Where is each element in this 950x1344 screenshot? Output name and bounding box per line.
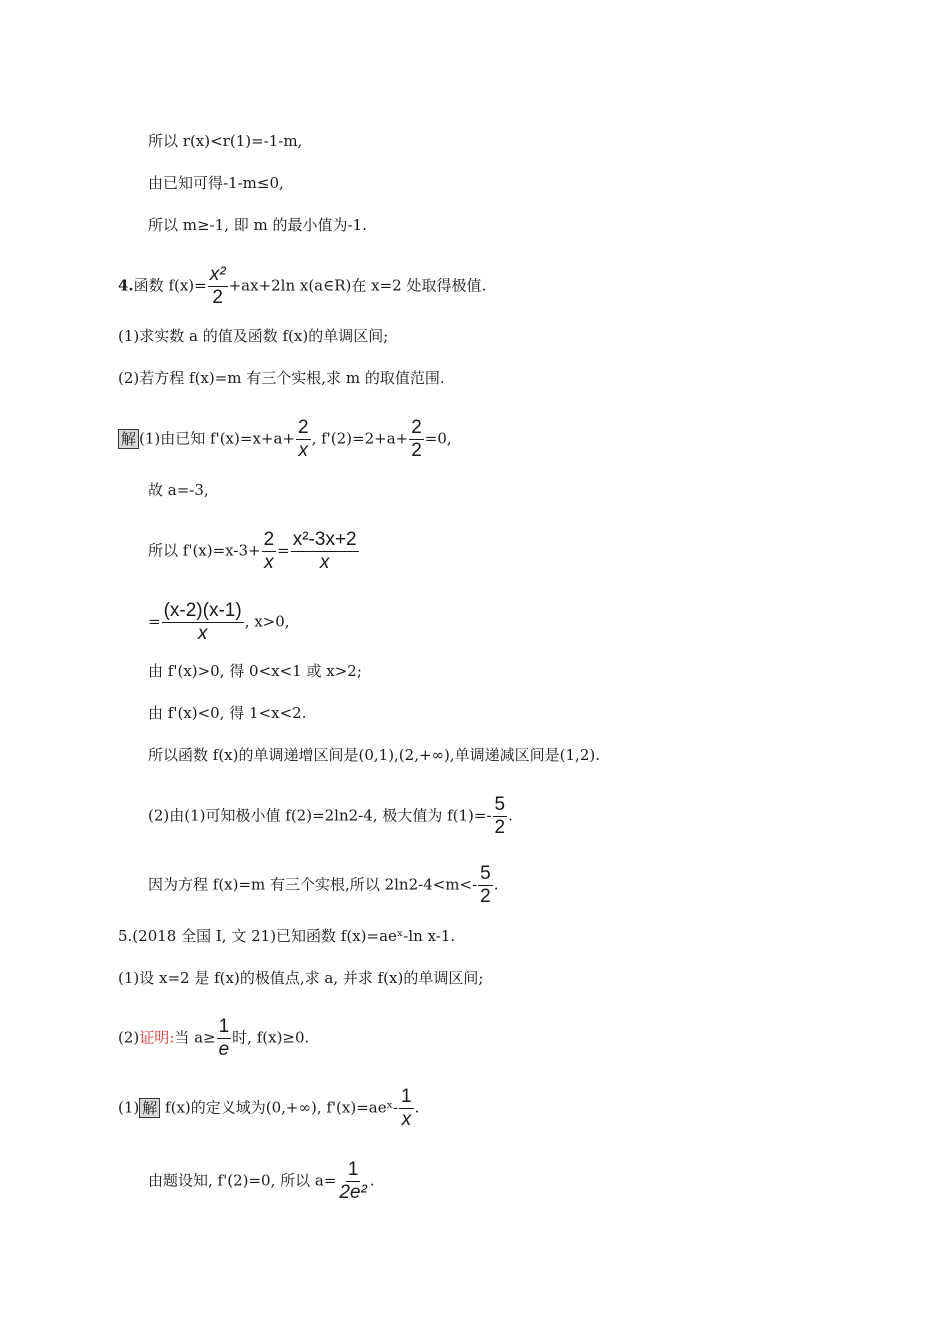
solution-line-3: 所以 f'(x)=x-3+ $\frac{2}{x}$ = $\frac{\text{x²-3x+2}}{x}$ — [148, 529, 357, 573]
proof-label: 证明: — [139, 1028, 175, 1047]
fraction: $\frac{1}{\text{2e²}}$ — [339, 1159, 367, 1203]
fraction: $\frac{5}{2}$ — [494, 794, 506, 838]
fraction: $\frac{1}{e}$ — [218, 1016, 230, 1060]
fraction: $\frac{(x-2)(x-1)}{x}$ — [163, 600, 242, 644]
fraction: $\frac{2}{2}$ — [411, 417, 422, 461]
problem-5-q1: (1)设 x=2 是 f(x)的极值点,求 a, 并求 f(x)的单调区间; — [118, 969, 484, 987]
solution-marker: 解 — [118, 429, 139, 449]
problem-4-q2: (2)若方程 f(x)=m 有三个实根,求 m 的取值范围. — [118, 369, 445, 387]
problem-4-q1: (1)求实数 a 的值及函数 f(x)的单调区间; — [118, 327, 389, 345]
line-2: 由已知可得-1-m≤0, — [148, 174, 284, 192]
problem-5-q2: (2)证明:当 a≥ $\frac{1}{e}$ 时, f(x)≥0. — [118, 1016, 310, 1060]
fraction: $\frac{1}{x}$ — [401, 1086, 412, 1130]
solution-5-line-2: 由题设知, f'(2)=0, 所以 a= $\frac{1}{\text{2e²}}$ . — [148, 1159, 375, 1203]
solution-line-1: 解 (1)由已知 f'(x)=x+a+ $\frac{2}{x}$ , f'(2)=2+a+ $\frac{2}{2}$ =0, — [118, 417, 452, 462]
fraction: $\frac{\text{x²}}{2}$ — [209, 264, 226, 308]
line-3: 所以 m≥-1, 即 m 的最小值为-1. — [148, 216, 367, 234]
solution-line-6: 由 f'(x)<0, 得 1<x<2. — [148, 704, 307, 722]
solution-marker: 解 — [139, 1098, 160, 1118]
solution-5-line-1: (1) 解 f(x)的定义域为(0,+∞), f'(x)=aeˣ- $\frac{1}{x}$ . — [118, 1086, 420, 1130]
fraction: $\frac{\text{x²-3x+2}}{x}$ — [292, 529, 357, 573]
solution-line-4: = $\frac{(x-2)(x-1)}{x}$ , x>0, — [148, 600, 290, 644]
solution-line-7: 所以函数 f(x)的单调递增区间是(0,1),(2,+∞),单调递减区间是(1,2). — [148, 746, 600, 764]
solution-line-9: 因为方程 f(x)=m 有三个实根,所以 2ln2-4<m<- $\frac{5}{2}$ . — [148, 863, 499, 907]
problem-5-stem: 5.(2018 全国 I, 文 21)已知函数 f(x)=aeˣ-ln x-1. — [118, 927, 456, 945]
solution-line-5: 由 f'(x)>0, 得 0<x<1 或 x>2; — [148, 662, 362, 680]
problem-4-stem: 4.函数 f(x)= $\frac{\text{x²}}{2}$ +ax+2ln x(a∈R)在 x=2 处取得极值. — [118, 264, 487, 308]
line-1: 所以 r(x)<r(1)=-1-m, — [148, 132, 303, 150]
solution-line-8: (2)由(1)可知极小值 f(2)=2ln2-4, 极大值为 f(1)=- $\frac{5}{2}$ . — [148, 794, 513, 838]
fraction: $\frac{2}{x}$ — [297, 417, 309, 461]
solution-line-2: 故 a=-3, — [148, 481, 209, 499]
fraction: $\frac{5}{2}$ — [480, 863, 491, 907]
fraction: $\frac{2}{x}$ — [263, 529, 275, 573]
